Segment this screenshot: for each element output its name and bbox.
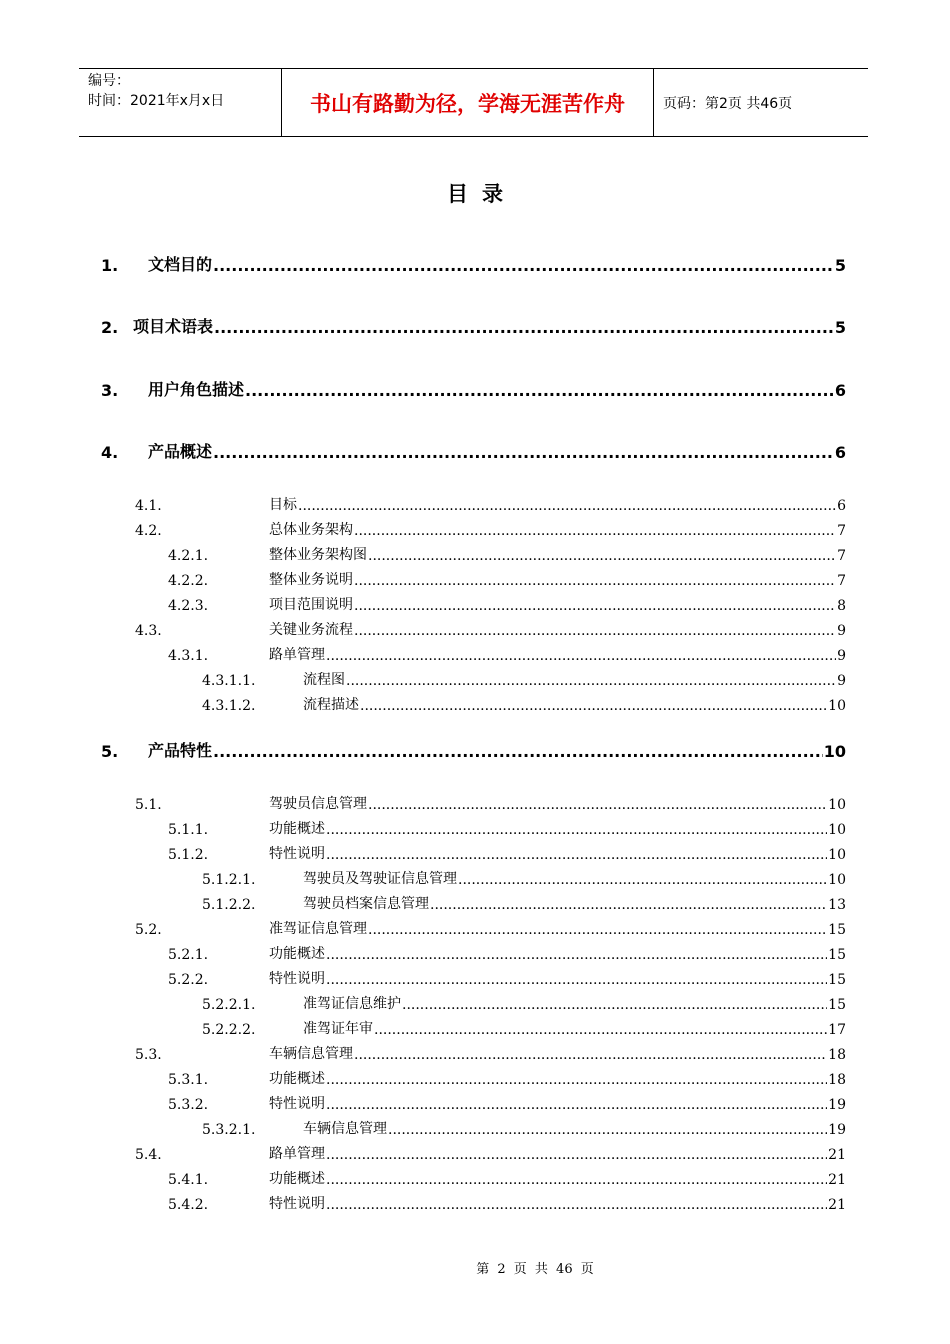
toc-entry[interactable]: [0, 1091, 950, 1115]
toc-entry-text: 准驾证信息管理: [269, 921, 367, 937]
toc-leader-dots: [326, 648, 836, 664]
toc-entry-page: 7: [837, 523, 846, 539]
toc-entry-page: 21: [828, 1197, 846, 1213]
toc-entry-number: 5.4.1.: [168, 1172, 209, 1188]
toc-entry-page: 10: [828, 822, 846, 838]
toc-leader-dots: [326, 1072, 827, 1088]
toc-leader-dots: [354, 623, 836, 639]
toc-leader-dots: [346, 673, 836, 689]
toc-entry-page: 6: [834, 443, 846, 462]
toc-entry-page: 8: [837, 598, 846, 614]
toc-entry-number: 5.1.: [135, 797, 162, 813]
toc-entry-page: 10: [828, 797, 846, 813]
toc-entry-number: 5.1.2.: [168, 847, 209, 863]
toc-entry-text: 流程描述: [303, 697, 359, 713]
toc-entry-text: 准驾证信息维护: [303, 996, 401, 1012]
toc-leader-dots: [326, 1097, 827, 1113]
header-page-count: 页码：第2页 共46页: [663, 95, 793, 112]
toc-entry-page: 10: [828, 698, 846, 714]
toc-entry-page: 6: [834, 381, 846, 400]
toc-leader-dots: [245, 381, 834, 400]
toc-entry-page: 18: [828, 1072, 846, 1088]
toc-entry-number: 5.: [101, 742, 119, 761]
toc-entry-page: 19: [828, 1122, 846, 1138]
toc-entry-text: 项目术语表: [133, 317, 214, 336]
toc-entry-page: 6: [837, 498, 846, 514]
toc-leader-dots: [213, 443, 834, 462]
toc-entry[interactable]: [0, 816, 950, 840]
toc-entry-text: 特性说明: [269, 846, 325, 862]
toc-leader-dots: [374, 1022, 827, 1038]
toc-entry-number: 4.1.: [135, 498, 162, 514]
toc-entry[interactable]: [0, 841, 950, 865]
toc-entry-number: 4.2.3.: [168, 598, 209, 614]
toc-entry-number: 1.: [101, 256, 119, 275]
toc-entry-page: 10: [828, 872, 846, 888]
toc-entry-text: 产品特性: [148, 741, 213, 760]
toc-entry[interactable]: [0, 642, 950, 666]
toc-entry-page: 15: [828, 922, 846, 938]
toc-leader-dots: [326, 1172, 827, 1188]
toc-entry-number: 5.2.2.1.: [202, 997, 256, 1013]
toc-entry-page: 15: [828, 947, 846, 963]
toc-entry-number: 2.: [101, 318, 119, 337]
toc-entry-number: 4.2.2.: [168, 573, 209, 589]
toc-leader-dots: [326, 847, 827, 863]
toc-entry-text: 功能概述: [269, 1071, 325, 1087]
header-motto: 书山有路勤为径，学海无涯苦作舟: [281, 69, 654, 136]
toc-entry-text: 功能概述: [269, 1171, 325, 1187]
toc-leader-dots: [326, 822, 827, 838]
toc-entry-number: 5.4.: [135, 1147, 162, 1163]
toc-leader-dots: [368, 797, 827, 813]
toc-entry-page: 19: [828, 1097, 846, 1113]
toc-entry-number: 5.4.2.: [168, 1197, 209, 1213]
toc-entry-text: 关键业务流程: [269, 622, 353, 638]
toc-leader-dots: [326, 1147, 827, 1163]
toc-entry-number: 5.2.2.2.: [202, 1022, 256, 1038]
toc-entry-text: 特性说明: [269, 1196, 325, 1212]
toc-entry-page: 18: [828, 1047, 846, 1063]
toc-entry-text: 驾驶员档案信息管理: [303, 896, 429, 912]
toc-entry-text: 整体业务架构图: [269, 547, 367, 563]
toc-entry-text: 流程图: [303, 672, 345, 688]
toc-entry-number: 4.2.1.: [168, 548, 209, 564]
toc-entry-text: 准驾证年审: [303, 1021, 373, 1037]
toc-entry-text: 车辆信息管理: [269, 1046, 353, 1062]
toc-entry-text: 功能概述: [269, 821, 325, 837]
toc-entry-page: 15: [828, 972, 846, 988]
toc-entry-number: 4.3.1.2.: [202, 698, 256, 714]
toc-leader-dots: [214, 318, 834, 337]
toc-entry-text: 整体业务说明: [269, 572, 353, 588]
toc-entry-page: 10: [823, 742, 846, 761]
toc-entry-text: 项目范围说明: [269, 597, 353, 613]
toc-entry-page: 13: [828, 897, 846, 913]
toc-entry[interactable]: [0, 253, 950, 277]
document-number: 编号：: [88, 73, 130, 89]
toc-leader-dots: [213, 742, 823, 761]
toc-entry[interactable]: [0, 891, 950, 915]
toc-entry[interactable]: [0, 791, 950, 815]
toc-leader-dots: [298, 498, 836, 514]
toc-entry-page: 7: [837, 573, 846, 589]
toc-entry[interactable]: [0, 1041, 950, 1065]
toc-entry-text: 文档目的: [148, 255, 213, 274]
toc-leader-dots: [458, 872, 827, 888]
toc-entry-text: 车辆信息管理: [303, 1121, 387, 1137]
toc-entry-number: 4.3.1.1.: [202, 673, 256, 689]
toc-entry-text: 驾驶员及驾驶证信息管理: [303, 871, 457, 887]
toc-leader-dots: [368, 922, 827, 938]
toc-leader-dots: [326, 947, 827, 963]
toc-entry-number: 5.2.: [135, 922, 162, 938]
toc-entry[interactable]: [0, 517, 950, 541]
toc-leader-dots: [430, 897, 827, 913]
toc-entry[interactable]: [0, 378, 950, 402]
toc-leader-dots: [402, 997, 827, 1013]
toc-entry-page: 10: [828, 847, 846, 863]
toc-leader-dots: [326, 972, 827, 988]
toc-entry-text: 特性说明: [269, 971, 325, 987]
toc-leader-dots: [354, 1047, 827, 1063]
toc-entry-text: 路单管理: [269, 647, 325, 663]
toc-entry-text: 目标: [269, 497, 297, 513]
toc-entry-page: 9: [837, 623, 846, 639]
toc-entry[interactable]: [0, 1116, 950, 1140]
toc-entry-number: 5.3.2.1.: [202, 1122, 256, 1138]
toc-entry[interactable]: [0, 692, 950, 716]
toc-entry-text: 功能概述: [269, 946, 325, 962]
document-date: 时间：2021年x月x日: [88, 93, 225, 109]
toc-entry[interactable]: [0, 941, 950, 965]
toc-entry-number: 5.3.: [135, 1047, 162, 1063]
toc-entry-number: 5.1.2.1.: [202, 872, 256, 888]
toc-entry[interactable]: [0, 542, 950, 566]
toc-entry[interactable]: [0, 667, 950, 691]
toc-entry-page: 21: [828, 1172, 846, 1188]
toc-entry[interactable]: [0, 916, 950, 940]
toc-entry-page: 17: [828, 1022, 846, 1038]
toc-entry-text: 特性说明: [269, 1096, 325, 1112]
toc-entry[interactable]: [0, 739, 950, 763]
toc-entry-text: 路单管理: [269, 1146, 325, 1162]
toc-entry-number: 3.: [101, 381, 119, 400]
toc-entry[interactable]: [0, 1141, 950, 1165]
toc-entry-text: 用户角色描述: [148, 380, 245, 399]
toc-entry-page: 21: [828, 1147, 846, 1163]
toc-leader-dots: [388, 1122, 827, 1138]
toc-entry-number: 4.: [101, 443, 119, 462]
toc-leader-dots: [354, 598, 836, 614]
toc-entry-text: 驾驶员信息管理: [269, 796, 367, 812]
toc-leader-dots: [354, 523, 836, 539]
page-header: [79, 68, 868, 137]
toc-leader-dots: [354, 573, 836, 589]
toc-entry[interactable]: [0, 966, 950, 990]
toc-leader-dots: [326, 1197, 827, 1213]
toc-entry[interactable]: [0, 567, 950, 591]
toc-entry[interactable]: [0, 440, 950, 464]
toc-title: 目录: [447, 182, 517, 206]
toc-entry-page: 15: [828, 997, 846, 1013]
toc-entry-page: 9: [837, 673, 846, 689]
toc-entry-number: 5.2.1.: [168, 947, 209, 963]
toc-entry-number: 5.2.2.: [168, 972, 209, 988]
toc-entry-page: 5: [834, 318, 846, 337]
toc-entry-text: 总体业务架构: [269, 522, 353, 538]
toc-entry-text: 产品概述: [148, 442, 213, 461]
toc-entry-number: 5.3.2.: [168, 1097, 209, 1113]
toc-entry[interactable]: [0, 866, 950, 890]
toc-entry-number: 5.1.2.2.: [202, 897, 256, 913]
toc-entry-number: 5.1.1.: [168, 822, 209, 838]
toc-entry[interactable]: [0, 592, 950, 616]
toc-entry[interactable]: [0, 1166, 950, 1190]
toc-entry[interactable]: [0, 1016, 950, 1040]
toc-leader-dots: [368, 548, 836, 564]
toc-entry[interactable]: [0, 315, 950, 339]
toc-entry-number: 4.2.: [135, 523, 162, 539]
toc-entry-page: 7: [837, 548, 846, 564]
toc-entry-number: 5.3.1.: [168, 1072, 209, 1088]
toc-entry-page: 5: [834, 256, 846, 275]
toc-entry[interactable]: [0, 1066, 950, 1090]
toc-entry[interactable]: [0, 1191, 950, 1215]
toc-entry[interactable]: [0, 991, 950, 1015]
page-footer: 第 2 页 共 46 页: [476, 1262, 594, 1277]
toc-leader-dots: [360, 698, 827, 714]
header-meta: [79, 69, 281, 136]
toc-entry[interactable]: [0, 617, 950, 641]
toc-leader-dots: [213, 256, 834, 275]
toc-entry[interactable]: [0, 492, 950, 516]
toc-entry-number: 4.3.1.: [168, 648, 209, 664]
toc-entry-number: 4.3.: [135, 623, 162, 639]
toc-entry-page: 9: [837, 648, 846, 664]
